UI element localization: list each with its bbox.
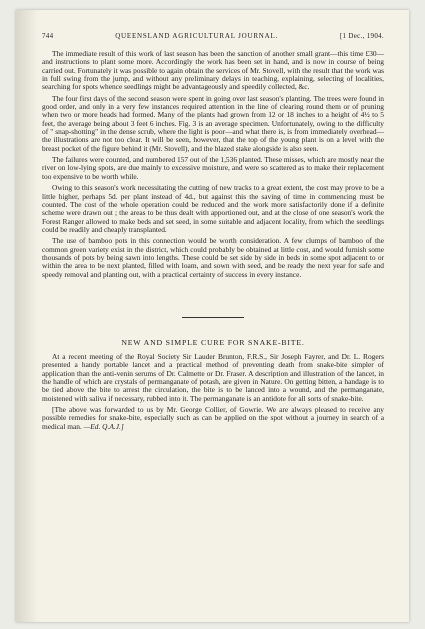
- issue-date: [1 Dec., 1904.: [339, 32, 384, 40]
- article-snake-bite: [42, 338, 384, 431]
- section-divider: [182, 317, 244, 318]
- article-forestry-continuation: [42, 50, 384, 279]
- page-gutter-shadow: [16, 10, 38, 622]
- running-header: [42, 32, 384, 40]
- page-content: [42, 32, 384, 434]
- paragraph: The immediate result of this work of last season has been the sanction of another small grant—this time £30—and instructions to plant some more. Accordingly the work has been set in hand, and is now in course of being carried out. Fortunately it was possible to again obtain the services of Mr. Stovell, with the result that the work was in full swing from the jump, and without any preliminary delays in teaching, explaining, selecting of localities, searching for spots whence seedlings might be advantageously and speedily collected, &c.: [42, 49, 384, 92]
- paragraph: The failures were counted, and numbered 157 out of the 1,536 planted. These misses, which are mostly near the river on low-lying spots, are due mainly to excessive moisture, and were so scattered as to make their replacement too expensive to be worth while.: [42, 155, 384, 181]
- editor-signature: —Ed. Q.A.J.]: [83, 421, 124, 431]
- paragraph: Owing to this season's work necessitating the cutting of new tracks to a great extent, the cost may prove to be a little higher, perhaps 5d. per plant instead of 4d., but against this the saving of time in commencing must be counted. The cost of the whole operation could be reduced and the work more satisfactorily done if a definite scheme were drawn out ; the areas to be thus dealt with apportioned out, and at the close of one season's work the Forest Ranger allowed to make beds and set seed, in some suitable and adjacent locality, from which the seedlings could be readily and cheaply transplanted.: [42, 183, 384, 234]
- paragraph: The use of bamboo pots in this connection would be worth consideration. A few clumps of bamboo of the common green variety exist in the district, which could probably be obtained at little cost, and would furnish some thousands of pots by being sawn into lengths. These could be set side by side in beds in some spot adjacent to or within the area to be next planted, filled with loam, and sown with seed, and be ready the next year for safe and speedy removal and planting out, with a practical certainty of success in every instance.: [42, 236, 384, 279]
- article-title: NEW AND SIMPLE CURE FOR SNAKE-BITE.: [121, 337, 305, 347]
- editor-note: [42, 406, 384, 431]
- paragraph: At a recent meeting of the Royal Society Sir Lauder Brunton, F.R.S., Sir Joseph Fayrer, and Dr. L. Rogers presented a handy portable lancet and a practical method of preventing death from snake-bite simpler of application than the anti-venin serums of Dr. Calmette or Dr. Fraser. A description and illustration of the lancet, in the handle of which are crystals of permanganate of potash, are given in Nature. On getting bitten, a handage is to be tied above the bite to arrest the circulation, the bite is to be lanced into a wound, and the permanganate, moistened with saliva if necessary, rubbed into it. The permanganate is an antidote for all sorts of snake-bite.: [42, 351, 384, 403]
- page-number: 744: [42, 32, 54, 40]
- document-page: [16, 10, 409, 622]
- journal-title: QUEENSLAND AGRICULTURAL JOURNAL.: [115, 32, 279, 40]
- paragraph: The four first days of the second season were spent in going over last season's planting. The trees were found in good order, and only in a very few instances required attention in the line of clearing round them or of pruning when two or more heads had formed. Many of the plants had grown from 12 or 18 inches to a height of 4½ to 5 feet, the average being about 3 feet 6 inches. Fig. 3 is an average specimen. Unfortunately, owing to the difficulty of " snap-shotting" in the dense scrub, where the light is poor—and what there is, is from immediately overhead—the illustrations are not too clear. It will be seen, however, that the top of the young plant is on a level with the breast pocket of the figure behind it (Mr. Stovell), and the blazed stake alongside is also seen.: [42, 93, 384, 153]
- editor-note-text: [The above was forwarded to us by Mr. George Collier, of Gowrie. We are always pleased to receive any possible remedies for snake-bite, especially such as can be applied on the spot without a journey in search of a medical man.: [42, 405, 384, 431]
